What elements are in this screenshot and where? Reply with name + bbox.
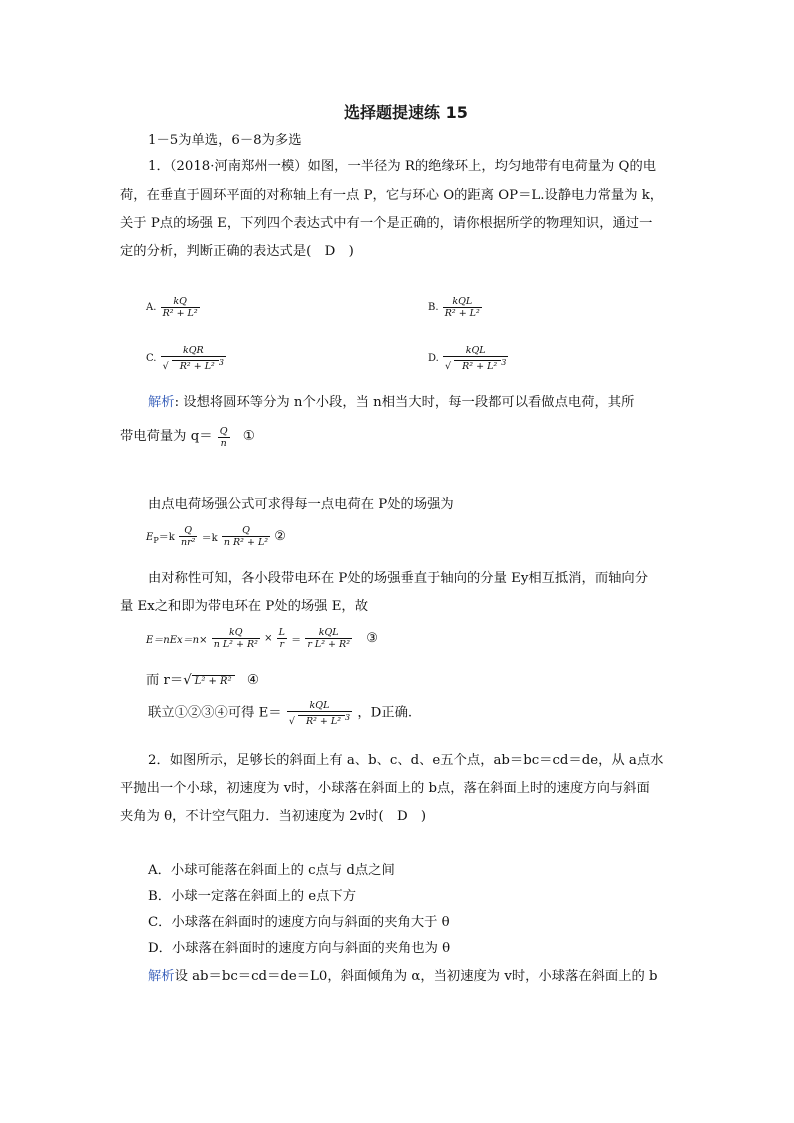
eq5-radicand: R² + L² bbox=[298, 715, 345, 727]
equation-number-4: ④ bbox=[246, 673, 259, 688]
eq3-fraction-1-denominator: n L² + R² bbox=[213, 639, 258, 650]
sqrt-icon: √ bbox=[183, 673, 192, 688]
q1-solution-line3: 由点电荷场强公式可求得每一点电荷在 P处的场强为 bbox=[148, 497, 454, 512]
equation-number-2: ② bbox=[274, 529, 286, 544]
q1-option-b-label: B. bbox=[428, 302, 439, 313]
q1-stem-line3: 关于 P点的场强 E，下列四个表达式中有一个是正确的，请你根据所学的物理知识，通过一 bbox=[120, 216, 653, 231]
eq3-fraction-1 bbox=[212, 627, 260, 650]
q1-equation-3 bbox=[146, 627, 378, 650]
q1-option-d-fraction bbox=[443, 345, 508, 372]
q1-option-b-denominator: R² + L² bbox=[444, 308, 480, 319]
q2-solution-label: 解析 bbox=[148, 969, 175, 984]
eq3-times: × bbox=[264, 633, 273, 644]
eq5-denominator bbox=[287, 711, 352, 727]
eq4-lhs: 而 r＝ bbox=[146, 673, 184, 688]
q1-option-c-label: C. bbox=[146, 353, 157, 365]
eq5-lhs: 联立①②③④可得 E＝ bbox=[148, 705, 282, 721]
q2-stem-line2: 平抛出一个小球，初速度为 v时，小球落在斜面上的 b点，落在斜面上时的速度方向与斜面 bbox=[120, 781, 650, 796]
q1-solution-line2 bbox=[120, 424, 255, 451]
q1-charge-denominator: n bbox=[218, 437, 230, 449]
eq3-equals: ＝ bbox=[291, 635, 302, 646]
q1-equation-5 bbox=[148, 700, 412, 727]
q2-stem-line1: 2．如图所示，足够长的斜面上有 a、b、c、d、e五个点，ab＝bc＝cd＝de，从 a点水 bbox=[148, 753, 664, 768]
q2-solution-line1 bbox=[148, 964, 658, 990]
q1-option-d-numerator: kQL bbox=[465, 345, 486, 356]
equation-number-3: ③ bbox=[366, 631, 378, 646]
eq5-exponent: 3 bbox=[345, 713, 351, 722]
q1-option-a bbox=[146, 296, 201, 319]
q2-stem-line3: 夹角为 θ，不计空气阻力．当初速度为 2v时( D ) bbox=[120, 809, 427, 824]
eq5-fraction bbox=[287, 700, 352, 727]
eq3-fraction-3-numerator: kQL bbox=[318, 627, 339, 638]
page-title: 选择题提速练 15 bbox=[344, 103, 468, 122]
q1-option-a-numerator: kQ bbox=[173, 296, 187, 307]
sqrt-icon: √ bbox=[162, 361, 169, 373]
question-type-intro: 1－5为单选，6－8为多选 bbox=[148, 133, 302, 148]
sqrt-icon: √ bbox=[288, 716, 295, 728]
eq2-lhs: E bbox=[146, 532, 154, 543]
eq2-equals-k2: ＝k bbox=[201, 533, 218, 544]
q2-option-b: B．小球一定落在斜面上的 e点下方 bbox=[148, 889, 357, 904]
q1-option-c-denominator bbox=[161, 356, 226, 372]
sqrt-icon: √ bbox=[445, 361, 452, 373]
q1-stem-line4: 定的分析，判断正确的表达式是( D ) bbox=[120, 244, 354, 259]
eq3-fraction-2-numerator: L bbox=[278, 627, 285, 638]
q1-option-d-radicand: R² + L² bbox=[454, 360, 501, 372]
q1-option-d bbox=[428, 345, 509, 372]
eq2-fraction-2 bbox=[222, 525, 270, 548]
eq2-fraction-1-denominator: nr² bbox=[180, 537, 196, 548]
q1-option-b bbox=[428, 296, 483, 319]
q2-option-a: A．小球可能落在斜面上的 c点与 d点之间 bbox=[148, 863, 395, 878]
eq3-fraction-1-numerator: kQ bbox=[229, 627, 243, 638]
q1-solution-text1: : 设想将圆环等分为 n个小段，当 n相当大时，每一段都可以看做点电荷，其所 bbox=[174, 395, 635, 410]
equation-number-1: ① bbox=[242, 429, 255, 444]
q1-option-d-label: D. bbox=[428, 353, 439, 365]
eq4-radicand: L² + R² bbox=[192, 675, 235, 687]
q1-option-c-numerator: kQR bbox=[182, 345, 204, 356]
q1-option-d-denominator bbox=[443, 356, 508, 372]
q1-solution-charge-label: 带电荷量为 q＝ bbox=[120, 429, 213, 444]
q1-solution-line4: 由对称性可知，各小段带电环在 P处的场强垂直于轴向的分量 Ey相互抵消，而轴向分 bbox=[148, 571, 649, 586]
q2-option-d: D．小球落在斜面时的速度方向与斜面的夹角也为 θ bbox=[148, 941, 451, 956]
eq5-numerator: kQL bbox=[309, 700, 330, 711]
q1-option-c-exponent: 3 bbox=[218, 358, 224, 367]
eq2-fraction-1 bbox=[179, 525, 197, 548]
q1-option-a-label: A. bbox=[146, 302, 157, 313]
q1-stem-line2: 荷，在垂直于圆环平面的对称轴上有一点 P，它与环心 O的距离 OP＝L.设静电力常量为 k， bbox=[120, 188, 664, 203]
q1-option-a-denominator: R² + L² bbox=[162, 308, 198, 319]
eq3-lhs: E＝nEx＝n× bbox=[146, 635, 208, 646]
eq2-fraction-2-numerator: Q bbox=[242, 525, 250, 536]
eq2-lhs-subscript: P bbox=[153, 536, 159, 545]
eq2-equals-k1: ＝k bbox=[158, 532, 175, 543]
q1-equation-2 bbox=[146, 525, 286, 548]
q1-option-c bbox=[146, 345, 227, 372]
q1-option-c-fraction bbox=[161, 345, 226, 372]
eq3-fraction-2 bbox=[277, 627, 287, 650]
eq2-fraction-1-numerator: Q bbox=[184, 525, 193, 536]
q1-solution-label: 解析 bbox=[148, 395, 175, 410]
eq2-fraction-2-denominator: n R² + L² bbox=[223, 537, 269, 548]
q1-charge-fraction bbox=[218, 426, 230, 449]
q1-option-b-fraction bbox=[443, 296, 482, 319]
q1-option-d-exponent: 3 bbox=[501, 358, 507, 367]
eq3-fraction-2-denominator: r bbox=[277, 638, 287, 650]
q2-solution-text1: 设 ab＝bc＝cd＝de＝L0，斜面倾角为 α，当初速度为 v时，小球落在斜面上的 b bbox=[174, 969, 658, 984]
q1-option-a-fraction bbox=[161, 296, 200, 319]
q1-charge-numerator: Q bbox=[219, 425, 228, 437]
q1-option-c-radicand: R² + L² bbox=[172, 360, 219, 372]
q2-option-c: C．小球落在斜面时的速度方向与斜面的夹角大于 θ bbox=[148, 915, 450, 930]
eq5-conclusion: ，D正确. bbox=[357, 705, 413, 721]
q1-option-b-numerator: kQL bbox=[452, 296, 473, 307]
q1-solution-line5: 量 Ex之和即为带电环在 P处的场强 E，故 bbox=[120, 599, 368, 614]
q1-equation-4 bbox=[146, 668, 259, 695]
eq3-fraction-3-denominator: r L² + R² bbox=[307, 639, 350, 650]
eq3-fraction-3 bbox=[305, 627, 352, 650]
q1-solution-line1 bbox=[148, 390, 634, 416]
q1-stem-line1: 1．（2018·河南郑州一模）如图，一半径为 R的绝缘环上，均匀地带有电荷量为 Q的电 bbox=[148, 159, 657, 174]
